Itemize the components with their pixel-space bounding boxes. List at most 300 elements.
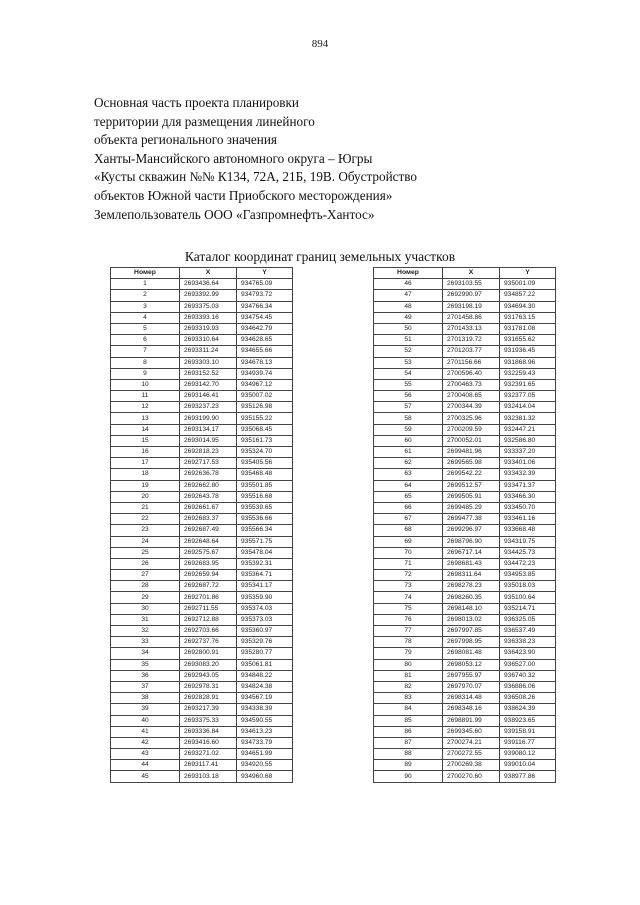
x-coordinate: 2700269.38 — [443, 760, 500, 771]
point-number: 86 — [374, 726, 443, 737]
y-coordinate: 938624.39 — [500, 704, 556, 715]
point-number: 62 — [374, 458, 443, 469]
point-number: 82 — [374, 681, 443, 692]
x-coordinate: 2700272.55 — [443, 749, 500, 760]
y-coordinate: 935100.64 — [500, 592, 556, 603]
y-coordinate: 934939.74 — [237, 368, 293, 379]
page-number: 894 — [311, 38, 329, 50]
point-number: 6 — [111, 335, 180, 346]
point-number: 85 — [374, 715, 443, 726]
y-coordinate: 934642.79 — [237, 323, 293, 334]
table-row — [111, 648, 293, 659]
point-number: 68 — [374, 525, 443, 536]
y-coordinate: 935007.02 — [237, 391, 293, 402]
point-number: 63 — [374, 469, 443, 480]
table-row — [374, 547, 556, 558]
y-coordinate: 932414.04 — [500, 402, 556, 413]
x-coordinate: 2692659.94 — [180, 570, 237, 581]
point-number: 59 — [374, 424, 443, 435]
point-number: 53 — [374, 357, 443, 368]
x-coordinate: 2696717.14 — [443, 547, 500, 558]
point-number: 17 — [111, 458, 180, 469]
table-row — [374, 771, 556, 782]
y-coordinate: 933432.39 — [500, 469, 556, 480]
y-coordinate: 936886.06 — [500, 681, 556, 692]
x-coordinate: 2698796.90 — [443, 536, 500, 547]
x-coordinate: 2693375.03 — [180, 301, 237, 312]
y-coordinate: 936338.23 — [500, 637, 556, 648]
point-number: 13 — [111, 413, 180, 424]
point-number: 81 — [374, 670, 443, 681]
table-row — [374, 301, 556, 312]
y-coordinate: 935373.03 — [237, 614, 293, 625]
y-coordinate: 935018.03 — [500, 581, 556, 592]
y-coordinate: 934953.85 — [500, 570, 556, 581]
y-coordinate: 935341.17 — [237, 581, 293, 592]
x-coordinate: 2693103.55 — [443, 279, 500, 290]
column-header-x: X — [443, 268, 500, 279]
y-coordinate: 934967.12 — [237, 379, 293, 390]
table-row — [374, 558, 556, 569]
table-row — [111, 301, 293, 312]
x-coordinate: 2698314.48 — [443, 693, 500, 704]
point-number: 20 — [111, 491, 180, 502]
y-coordinate: 934678.13 — [237, 357, 293, 368]
point-number: 74 — [374, 592, 443, 603]
point-number: 8 — [111, 357, 180, 368]
x-coordinate: 2693271.02 — [180, 749, 237, 760]
y-coordinate: 932381.32 — [500, 413, 556, 424]
x-coordinate: 2692800.91 — [180, 648, 237, 659]
y-coordinate: 935214.71 — [500, 603, 556, 614]
table-row — [111, 659, 293, 670]
y-coordinate: 934338.39 — [237, 704, 293, 715]
point-number: 58 — [374, 413, 443, 424]
x-coordinate: 2698278.23 — [443, 581, 500, 592]
y-coordinate: 933401.06 — [500, 458, 556, 469]
x-coordinate: 2692978.31 — [180, 681, 237, 692]
header-line: объекта регионального значения — [94, 132, 277, 148]
x-coordinate: 2700596.40 — [443, 368, 500, 379]
y-coordinate: 934567.19 — [237, 693, 293, 704]
point-number: 32 — [111, 626, 180, 637]
y-coordinate: 939010.04 — [500, 760, 556, 771]
x-coordinate: 2700463.73 — [443, 379, 500, 390]
point-number: 84 — [374, 704, 443, 715]
table-row — [374, 681, 556, 692]
x-coordinate: 2693199.90 — [180, 413, 237, 424]
y-coordinate: 935359.90 — [237, 592, 293, 603]
point-number: 51 — [374, 335, 443, 346]
table-row — [374, 637, 556, 648]
table-row — [374, 749, 556, 760]
y-coordinate: 935126.98 — [237, 402, 293, 413]
y-coordinate: 936740.32 — [500, 670, 556, 681]
point-number: 23 — [111, 525, 180, 536]
table-row — [374, 737, 556, 748]
table-row — [374, 648, 556, 659]
point-number: 40 — [111, 715, 180, 726]
table-row — [374, 413, 556, 424]
x-coordinate: 2693237.23 — [180, 402, 237, 413]
x-coordinate: 2693142.70 — [180, 379, 237, 390]
x-coordinate: 2700344.39 — [443, 402, 500, 413]
x-coordinate: 2692662.80 — [180, 480, 237, 491]
point-number: 57 — [374, 402, 443, 413]
table-row — [374, 357, 556, 368]
y-coordinate: 931655.62 — [500, 335, 556, 346]
table-row — [374, 614, 556, 625]
y-coordinate: 935061.81 — [237, 659, 293, 670]
table-row — [111, 491, 293, 502]
table-row — [111, 335, 293, 346]
x-coordinate: 2693436.64 — [180, 279, 237, 290]
x-coordinate: 2692575.67 — [180, 547, 237, 558]
point-number: 42 — [111, 737, 180, 748]
y-coordinate: 935468.48 — [237, 469, 293, 480]
table-row — [374, 447, 556, 458]
table-row — [111, 502, 293, 513]
table-row — [111, 693, 293, 704]
table-row — [374, 402, 556, 413]
x-coordinate: 2701156.66 — [443, 357, 500, 368]
y-coordinate: 934319.75 — [500, 536, 556, 547]
y-coordinate: 934613.23 — [237, 726, 293, 737]
x-coordinate: 2698348.16 — [443, 704, 500, 715]
y-coordinate: 933668.48 — [500, 525, 556, 536]
table-row — [374, 659, 556, 670]
header-line: Ханты-Мансийского автономного округа – Югры — [94, 150, 373, 166]
y-coordinate: 934920.55 — [237, 760, 293, 771]
table-row — [111, 726, 293, 737]
table-row — [374, 458, 556, 469]
y-coordinate: 934733.79 — [237, 737, 293, 748]
y-coordinate: 935280.77 — [237, 648, 293, 659]
x-coordinate: 2698013.02 — [443, 614, 500, 625]
header-line: объектов Южной части Приобского месторождения» — [94, 187, 393, 203]
y-coordinate: 932586.80 — [500, 435, 556, 446]
point-number: 60 — [374, 435, 443, 446]
x-coordinate: 2698891.99 — [443, 715, 500, 726]
table-row — [111, 715, 293, 726]
y-coordinate: 933450.70 — [500, 502, 556, 513]
x-coordinate: 2699565.98 — [443, 458, 500, 469]
point-number: 72 — [374, 570, 443, 581]
y-coordinate: 934655.66 — [237, 346, 293, 357]
y-coordinate: 935478.04 — [237, 547, 293, 558]
point-number: 70 — [374, 547, 443, 558]
x-coordinate: 2700408.65 — [443, 391, 500, 402]
table-row — [374, 536, 556, 547]
table-row — [111, 357, 293, 368]
x-coordinate: 2693336.84 — [180, 726, 237, 737]
point-number: 78 — [374, 637, 443, 648]
table-row — [111, 435, 293, 446]
x-coordinate: 2693014.95 — [180, 435, 237, 446]
table-row — [374, 715, 556, 726]
y-coordinate: 936508.26 — [500, 693, 556, 704]
point-number: 30 — [111, 603, 180, 614]
column-header-y: Y — [500, 268, 556, 279]
table-row — [111, 379, 293, 390]
table-row — [111, 547, 293, 558]
y-coordinate: 932377.05 — [500, 391, 556, 402]
y-coordinate: 931936.45 — [500, 346, 556, 357]
y-coordinate: 936527.00 — [500, 659, 556, 670]
table-row — [374, 626, 556, 637]
table-row — [111, 323, 293, 334]
y-coordinate: 935360.97 — [237, 626, 293, 637]
y-coordinate: 935155.22 — [237, 413, 293, 424]
x-coordinate: 2699542.22 — [443, 469, 500, 480]
table-header-row — [111, 268, 293, 279]
point-number: 27 — [111, 570, 180, 581]
point-number: 12 — [111, 402, 180, 413]
point-number: 89 — [374, 760, 443, 771]
y-coordinate: 933471.37 — [500, 480, 556, 491]
point-number: 49 — [374, 312, 443, 323]
table-row — [111, 771, 293, 782]
point-number: 14 — [111, 424, 180, 435]
x-coordinate: 2692703.66 — [180, 626, 237, 637]
x-coordinate: 2693319.93 — [180, 323, 237, 334]
point-number: 45 — [111, 771, 180, 782]
point-number: 56 — [374, 391, 443, 402]
catalog-title: Каталог координат границ земельных участков — [184, 249, 456, 264]
point-number: 35 — [111, 659, 180, 670]
x-coordinate: 2700274.21 — [443, 737, 500, 748]
x-coordinate: 2700270.60 — [443, 771, 500, 782]
x-coordinate: 2697955.97 — [443, 670, 500, 681]
point-number: 48 — [374, 301, 443, 312]
table-row — [111, 368, 293, 379]
x-coordinate: 2693217.39 — [180, 704, 237, 715]
table-row — [111, 570, 293, 581]
table-row — [111, 290, 293, 301]
point-number: 77 — [374, 626, 443, 637]
y-coordinate: 939116.77 — [500, 737, 556, 748]
y-coordinate: 932391.65 — [500, 379, 556, 390]
y-coordinate: 931763.15 — [500, 312, 556, 323]
table-row — [374, 592, 556, 603]
y-coordinate: 935571.75 — [237, 536, 293, 547]
document-header — [94, 94, 554, 224]
y-coordinate: 933466.30 — [500, 491, 556, 502]
x-coordinate: 2698681.43 — [443, 558, 500, 569]
y-coordinate: 934472.23 — [500, 558, 556, 569]
x-coordinate: 2693117.41 — [180, 760, 237, 771]
y-coordinate: 936537.49 — [500, 626, 556, 637]
y-coordinate: 935501.85 — [237, 480, 293, 491]
point-number: 90 — [374, 771, 443, 782]
point-number: 21 — [111, 502, 180, 513]
table-row — [374, 435, 556, 446]
point-number: 69 — [374, 536, 443, 547]
x-coordinate: 2699485.29 — [443, 502, 500, 513]
point-number: 37 — [111, 681, 180, 692]
y-coordinate: 935324.70 — [237, 447, 293, 458]
point-number: 80 — [374, 659, 443, 670]
point-number: 36 — [111, 670, 180, 681]
y-coordinate: 939080.12 — [500, 749, 556, 760]
x-coordinate: 2692717.53 — [180, 458, 237, 469]
y-coordinate: 933461.16 — [500, 514, 556, 525]
x-coordinate: 2698081.48 — [443, 648, 500, 659]
x-coordinate: 2701319.72 — [443, 335, 500, 346]
y-coordinate: 935516.68 — [237, 491, 293, 502]
x-coordinate: 2699512.57 — [443, 480, 500, 491]
point-number: 83 — [374, 693, 443, 704]
y-coordinate: 934857.22 — [500, 290, 556, 301]
table-row — [111, 480, 293, 491]
point-number: 25 — [111, 547, 180, 558]
y-coordinate: 931868.96 — [500, 357, 556, 368]
x-coordinate: 2692661.67 — [180, 502, 237, 513]
y-coordinate: 935374.03 — [237, 603, 293, 614]
header-line: Основная часть проекта планировки — [94, 95, 299, 110]
point-number: 44 — [111, 760, 180, 771]
point-number: 5 — [111, 323, 180, 334]
point-number: 55 — [374, 379, 443, 390]
y-coordinate: 936325.05 — [500, 614, 556, 625]
table-row — [374, 290, 556, 301]
x-coordinate: 2693311.24 — [180, 346, 237, 357]
table-row — [111, 413, 293, 424]
x-coordinate: 2700209.59 — [443, 424, 500, 435]
y-coordinate: 934754.45 — [237, 312, 293, 323]
point-number: 9 — [111, 368, 180, 379]
x-coordinate: 2693393.16 — [180, 312, 237, 323]
table-row — [374, 480, 556, 491]
table-row — [111, 514, 293, 525]
point-number: 18 — [111, 469, 180, 480]
table-row — [111, 760, 293, 771]
table-row — [374, 368, 556, 379]
x-coordinate: 2700052.01 — [443, 435, 500, 446]
table-row — [374, 760, 556, 771]
point-number: 61 — [374, 447, 443, 458]
x-coordinate: 2700325.96 — [443, 413, 500, 424]
point-number: 24 — [111, 536, 180, 547]
y-coordinate: 932259.43 — [500, 368, 556, 379]
x-coordinate: 2692990.97 — [443, 290, 500, 301]
table-row — [374, 502, 556, 513]
table-row — [111, 670, 293, 681]
x-coordinate: 2698260.35 — [443, 592, 500, 603]
x-coordinate: 2692648.64 — [180, 536, 237, 547]
point-number: 39 — [111, 704, 180, 715]
x-coordinate: 2692643.78 — [180, 491, 237, 502]
table-row — [111, 614, 293, 625]
point-number: 16 — [111, 447, 180, 458]
table-row — [374, 693, 556, 704]
table-row — [111, 391, 293, 402]
table-row — [374, 726, 556, 737]
column-header-number: Номер — [111, 268, 180, 279]
y-coordinate: 935536.66 — [237, 514, 293, 525]
point-number: 71 — [374, 558, 443, 569]
x-coordinate: 2698053.12 — [443, 659, 500, 670]
column-header-y: Y — [237, 268, 293, 279]
table-row — [374, 323, 556, 334]
point-number: 34 — [111, 648, 180, 659]
x-coordinate: 2692818.23 — [180, 447, 237, 458]
x-coordinate: 2692701.86 — [180, 592, 237, 603]
table-row — [111, 581, 293, 592]
x-coordinate: 2692636.78 — [180, 469, 237, 480]
point-number: 54 — [374, 368, 443, 379]
point-number: 29 — [111, 592, 180, 603]
column-header-x: X — [180, 268, 237, 279]
table-row — [374, 379, 556, 390]
x-coordinate: 2699296.97 — [443, 525, 500, 536]
point-number: 65 — [374, 491, 443, 502]
table-header-row — [374, 268, 556, 279]
y-coordinate: 934628.65 — [237, 335, 293, 346]
table-row — [111, 346, 293, 357]
header-line: «Кусты скважин №№ К134, 72А, 21Б, 19В. Обустройство — [94, 169, 418, 185]
point-number: 67 — [374, 514, 443, 525]
coordinates-table-right — [373, 267, 556, 783]
coordinates-table-left — [110, 267, 293, 783]
point-number: 26 — [111, 558, 180, 569]
table-row — [111, 469, 293, 480]
point-number: 66 — [374, 502, 443, 513]
point-number: 4 — [111, 312, 180, 323]
y-coordinate: 931781.08 — [500, 323, 556, 334]
x-coordinate: 2692687.72 — [180, 581, 237, 592]
table-row — [111, 737, 293, 748]
x-coordinate: 2697970.07 — [443, 681, 500, 692]
point-number: 22 — [111, 514, 180, 525]
table-row — [374, 514, 556, 525]
point-number: 31 — [111, 614, 180, 625]
table-row — [111, 312, 293, 323]
point-number: 88 — [374, 749, 443, 760]
table-row — [374, 570, 556, 581]
x-coordinate: 2699481.96 — [443, 447, 500, 458]
y-coordinate: 934694.30 — [500, 301, 556, 312]
point-number: 10 — [111, 379, 180, 390]
x-coordinate: 2693198.19 — [443, 301, 500, 312]
point-number: 19 — [111, 480, 180, 491]
table-row — [111, 749, 293, 760]
table-row — [374, 491, 556, 502]
x-coordinate: 2698148.10 — [443, 603, 500, 614]
point-number: 52 — [374, 346, 443, 357]
x-coordinate: 2693152.52 — [180, 368, 237, 379]
point-number: 3 — [111, 301, 180, 312]
y-coordinate: 934765.09 — [237, 279, 293, 290]
y-coordinate: 935329.76 — [237, 637, 293, 648]
x-coordinate: 2699477.38 — [443, 514, 500, 525]
x-coordinate: 2693134.17 — [180, 424, 237, 435]
table-row — [111, 447, 293, 458]
x-coordinate: 2692737.76 — [180, 637, 237, 648]
y-coordinate: 934824.38 — [237, 681, 293, 692]
table-row — [111, 424, 293, 435]
table-row — [374, 391, 556, 402]
y-coordinate: 935392.31 — [237, 558, 293, 569]
x-coordinate: 2693146.41 — [180, 391, 237, 402]
point-number: 46 — [374, 279, 443, 290]
x-coordinate: 2701203.77 — [443, 346, 500, 357]
point-number: 50 — [374, 323, 443, 334]
y-coordinate: 935068.45 — [237, 424, 293, 435]
y-coordinate: 935566.34 — [237, 525, 293, 536]
table-row — [111, 592, 293, 603]
y-coordinate: 935364.71 — [237, 570, 293, 581]
